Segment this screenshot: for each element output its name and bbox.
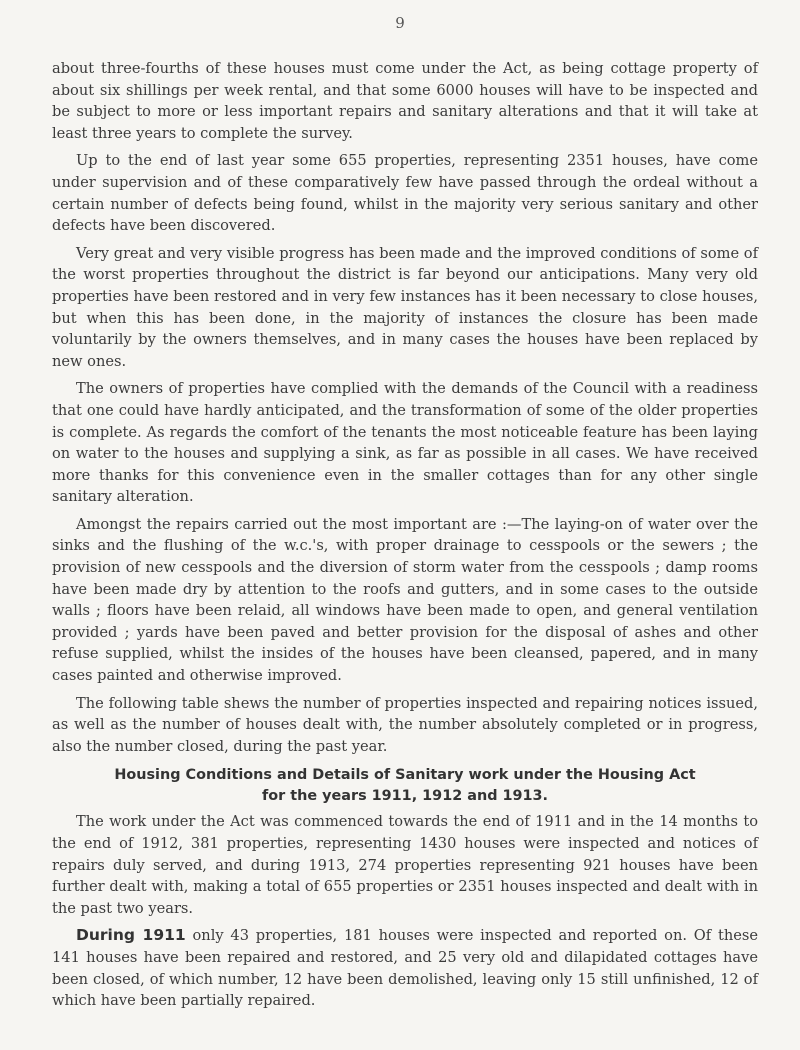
- paragraph-owners: The owners of properties have complied with the demands of the Council with a readiness that one could have hardly anticipated, and the transformation of some of the older properties is complete. As regards the comfort of the tenants the most noticeable feature has been laying on water to the houses and supplying a sink, as far as possible in all cases. We have received more thanks for this convenience even in the smaller cottages than for any other single sanitary alteration.: [52, 380, 758, 506]
- paragraph-table-intro: The following table shews the number of properties inspected and repairing notices issued, as well as the number of houses dealt with, the number absolutely completed or in progress, also the number closed, during the past year.: [52, 694, 758, 755]
- paragraph-1911-text: only 43 properties, 181 houses were inspected and reported on. Of these 141 houses have been repaired and restored, and 25 very old and dilapidated cottages have been closed, of which number, 12 have been demolished, leaving only 15 still unfinished, 12 of which have been partially repaired.: [52, 927, 758, 1010]
- document-body: [52, 58, 758, 1018]
- paragraph-repairs: Amongst the repairs carried out the most important are :—The laying-on of water over the sinks and the flushing of the w.c.'s, with proper drainage to cesspools or the sewers ; the provision of new cesspools and the diversion of storm water from the cesspools ; damp rooms have been made dry by attention to the roofs and gutters, and in some cases to the outside walls ; floors have been relaid, all windows have been made to open, and general ventilation provided ; yards have been paved and better provision for the disposal of ashes and other refuse supplied, whilst the insides of the houses have been cleansed, papered, and in many cases painted and otherwise improved.: [52, 515, 758, 685]
- section-heading: [52, 765, 758, 807]
- paragraph-1911: [52, 925, 758, 1011]
- paragraph-supervision: Up to the end of last year some 655 properties, representing 2351 houses, have come under supervision and of these comparatively few have passed through the ordeal without a certain number of defects being found, whilst in the majority very serious sanitary and other defects have been discovered.: [52, 152, 758, 235]
- section-heading-line-1: Housing Conditions and Details of Sanitary work under the Housing Act: [114, 767, 696, 784]
- page-number: 9: [395, 14, 405, 32]
- paragraph-work-summary: The work under the Act was commenced towards the end of 1911 and in the 14 months to the end of 1912, 381 properties, representing 1430 houses were inspected and notices of repairs duly served, and during 1913, 274 properties representing 921 houses have been further dealt with, making a total of 655 properties or 2351 houses inspected and dealt with in the past two years.: [52, 813, 758, 917]
- paragraph-progress: Very great and very visible progress has been made and the improved conditions of some of the worst properties throughout the district is far beyond our anticipations. Many very old properties have been restored and in very few instances has it been necessary to close houses, but when this has been done, in the majority of instances the closure has been made voluntarily by the owners themselves, and in many cases the houses have been replaced by new ones.: [52, 244, 758, 370]
- paragraph-continuation: about three-fourths of these houses must come under the Act, as being cottage property of about six shillings per week rental, and that some 6000 houses will have to be inspected and be subject to more or less important repairs and sanitary alterations and that it will take at least three years to complete the survey.: [52, 60, 758, 142]
- paragraph-lead-1911: During 1911: [76, 926, 186, 945]
- section-heading-line-2: for the years 1911, 1912 and 1913.: [261, 788, 549, 805]
